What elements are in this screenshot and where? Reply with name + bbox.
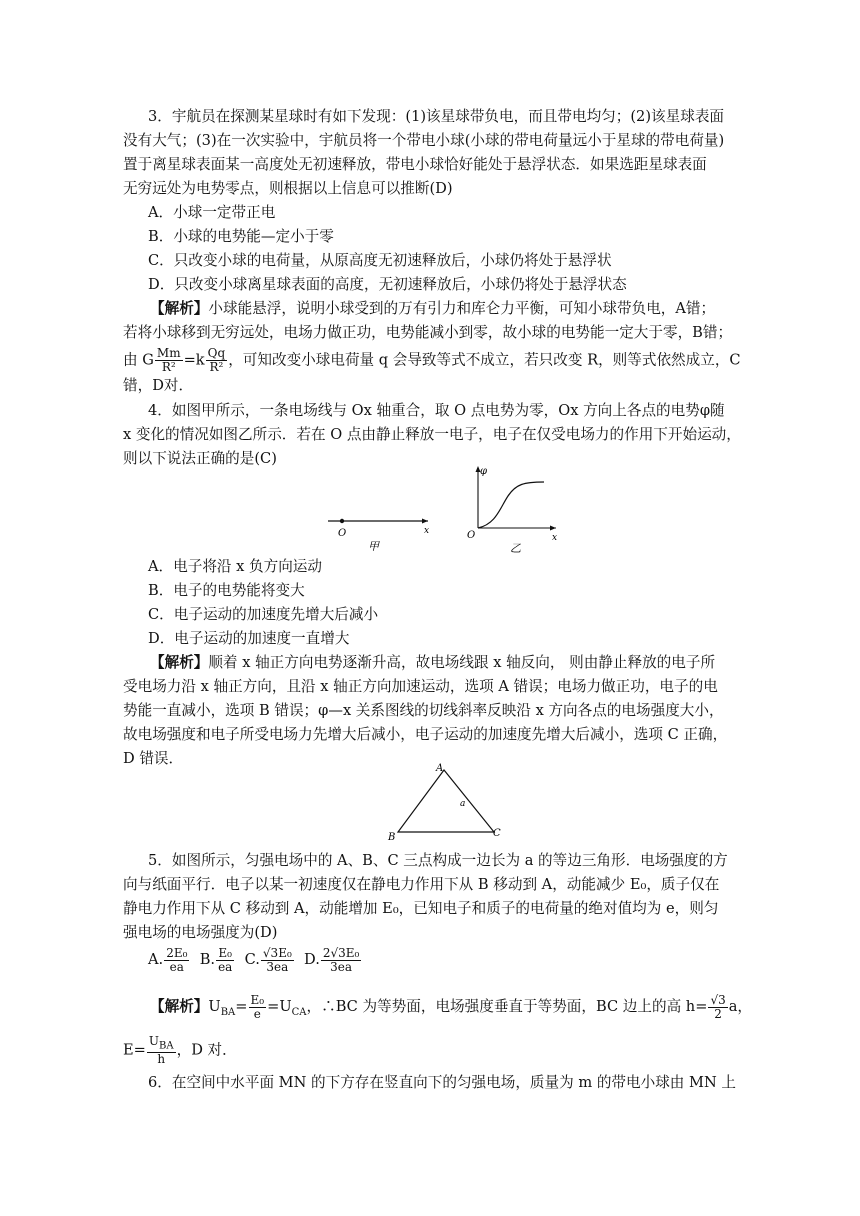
q5-line-3: 静电力作用下从 C 移动到 A，动能增加 E₀，已知电子和质子的电荷量的绝对值均为 e，则匀 bbox=[123, 900, 719, 917]
q3-line-3: 置于离星球表面某一高度处无初速释放，带电小球恰好能处于悬浮状态．如果选距星球表面 bbox=[123, 156, 707, 173]
fraction-e0-e bbox=[249, 994, 267, 1021]
analysis-text: 小球能悬浮，说明小球受到的万有引力和库仑力平衡，可知小球带负电，A错； bbox=[208, 300, 716, 317]
analysis-tag: 【解析】 bbox=[150, 300, 209, 317]
fraction-denominator: e bbox=[253, 1006, 261, 1021]
label-c-vertex: C bbox=[493, 828, 501, 839]
fraction-denominator: 2 bbox=[714, 1006, 722, 1021]
option-c-fraction bbox=[261, 947, 294, 974]
subscript-ba: BA bbox=[159, 1040, 174, 1052]
q3-analysis-line-4: 错，D对． bbox=[123, 377, 194, 394]
origin-point bbox=[340, 519, 344, 523]
option-a-fraction bbox=[164, 947, 189, 974]
figure-q4 bbox=[320, 462, 570, 554]
q4-option-a: A．电子将沿 x 负方向运动 bbox=[148, 558, 322, 575]
caption-jia: 甲 bbox=[368, 540, 379, 553]
equals-u: =U bbox=[267, 998, 292, 1015]
q5-analysis-line-2 bbox=[123, 1035, 237, 1066]
q3-option-a: A．小球一定带正电 bbox=[148, 204, 276, 221]
label-phi: φ bbox=[480, 466, 488, 477]
q4-option-b: B．电子的电势能将变大 bbox=[148, 582, 305, 599]
q5-line-1: 5．如图所示，匀强电场中的 A、B、C 三点构成一边长为 a 的等边三角形．电场强度的方 bbox=[148, 852, 728, 869]
fraction-numerator: √3E₀ bbox=[262, 945, 292, 960]
q4-line-3: 则以下说法正确的是(C) bbox=[123, 450, 277, 467]
q4-analysis-line-5: D 错误． bbox=[123, 750, 184, 767]
formula-suffix: ，可知改变小球电荷量 q 会导致等式不成立，若只改变 R，则等式依然成立，C bbox=[228, 351, 741, 369]
q4-analysis-line-3: 势能一直减小，选项 B 错误；φ—x 关系图线的切线斜率反映沿 x 方向各点的电场强度大小， bbox=[123, 702, 724, 719]
q3-analysis-line-2: 若将小球移到无穷远处，电场力做正功，电势能减小到零，故小球的电势能一定大于零，B错； bbox=[123, 324, 733, 341]
formula-mid: =k bbox=[183, 351, 205, 369]
equals-sign: = bbox=[235, 998, 248, 1015]
fraction-numerator bbox=[147, 1035, 176, 1053]
label-o-left: O bbox=[338, 528, 347, 539]
q4-option-c: C．电子运动的加速度先增大后减小 bbox=[148, 606, 379, 623]
fraction-numerator: Qq bbox=[207, 346, 226, 360]
fraction-denominator: ea bbox=[169, 959, 184, 974]
caption-yi: 乙 bbox=[510, 542, 521, 554]
analysis-text-end: a， bbox=[728, 998, 753, 1015]
q5-analysis-line-1 bbox=[150, 992, 752, 1028]
fraction-qq-r2 bbox=[206, 347, 228, 374]
label-x-right: x bbox=[552, 533, 558, 543]
fraction-denominator: 3ea bbox=[330, 959, 353, 974]
figure-q5-triangle bbox=[380, 760, 510, 842]
analysis-text: ，∴BC 为等势面，电场强度垂直于等势面，BC 边上的高 h= bbox=[306, 998, 708, 1015]
label-a-vertex: A bbox=[436, 763, 444, 774]
q3-option-b: B．小球的电势能—定小于零 bbox=[148, 228, 334, 245]
fraction-denominator: R² bbox=[161, 360, 176, 374]
analysis-tag: 【解析】 bbox=[150, 998, 209, 1015]
fraction-numerator: E₀ bbox=[216, 947, 234, 961]
option-b-fraction bbox=[216, 947, 234, 974]
symbol-u: U bbox=[208, 998, 221, 1015]
arrow-right-icon bbox=[422, 519, 428, 524]
option-c-label: C. bbox=[244, 951, 260, 968]
q3-option-c: C．只改变小球的电荷量，从原高度无初速释放后，小球仍将处于悬浮状 bbox=[148, 252, 612, 269]
label-o-right: O bbox=[467, 530, 476, 541]
q5-line-2: 向与纸面平行．电子以某一初速度仅在静电力作用下从 B 移动到 A，动能减少 E₀，质子仅在 bbox=[123, 876, 720, 893]
q5-options bbox=[148, 945, 362, 975]
fraction-numerator: √3 bbox=[710, 992, 726, 1007]
q6-line-1: 6．在空间中水平面 MN 的下方存在竖直向下的匀强电场，质量为 m 的带电小球由 MN 上 bbox=[148, 1074, 736, 1091]
q3-line-4: 无穷远处为电势零点，则根据以上信息可以推断(D) bbox=[123, 180, 453, 197]
figure-q4-svg bbox=[320, 462, 570, 554]
analysis-text: 顺着 x 轴正方向电势逐渐升高，故电场线跟 x 轴反向， 则由静止释放的电子所 bbox=[208, 654, 716, 671]
formula-prefix: E= bbox=[123, 1041, 146, 1059]
equilateral-triangle bbox=[398, 770, 494, 832]
q3-option-d: D．只改变小球离星球表面的高度，无初速释放后，小球仍将处于悬浮状态 bbox=[148, 276, 627, 293]
fraction-sqrt3-2 bbox=[708, 994, 727, 1021]
fraction-uba-h bbox=[147, 1035, 176, 1066]
q4-line-2: x 变化的情况如图乙所示．若在 O 点由静止释放一电子，电子在仅受电场力的作用下开始运动， bbox=[123, 426, 741, 443]
arrow-right-icon bbox=[550, 526, 556, 531]
option-b-label: B. bbox=[199, 951, 216, 968]
option-a-label: A. bbox=[148, 951, 164, 968]
fraction-numerator: Mm bbox=[156, 346, 181, 360]
label-b-vertex: B bbox=[388, 832, 396, 842]
fraction-denominator: 3ea bbox=[266, 959, 289, 974]
fraction-numerator: 2E₀ bbox=[166, 945, 188, 960]
fraction-numerator: E₀ bbox=[250, 992, 265, 1007]
q4-analysis-line-1 bbox=[150, 653, 715, 673]
phi-curve bbox=[478, 482, 544, 528]
subscript-ba: BA bbox=[220, 1006, 236, 1018]
q3-line-1: 3．宇航员在探测某星球时有如下发现：(1)该星球带负电，而且带电均匀；(2)该星球表面 bbox=[148, 108, 725, 125]
fraction-denominator: ea bbox=[218, 959, 233, 974]
q3-line-2: 没有大气；(3)在一次实验中，宇航员将一个带电小球(小球的带电荷量远小于星球的带电荷量) bbox=[123, 132, 725, 149]
option-d-label: D. bbox=[304, 951, 320, 968]
formula-prefix: 由 G bbox=[123, 351, 154, 369]
q4-analysis-line-4: 故电场强度和电子所受电场力先增大后减小，电子运动的加速度先增大后减小，选项 C 正确， bbox=[123, 726, 728, 743]
triangle-svg bbox=[380, 760, 510, 842]
q4-line-1: 4．如图甲所示，一条电场线与 Ox 轴重合，取 O 点电势为零，Ox 方向上各点的电势φ随 bbox=[148, 402, 725, 419]
fraction-mm-r2 bbox=[155, 347, 183, 374]
subscript-ca: CA bbox=[291, 1006, 307, 1018]
q4-option-d: D．电子运动的加速度一直增大 bbox=[148, 630, 350, 647]
symbol-u: U bbox=[148, 1034, 160, 1048]
q4-analysis-line-2: 受电场力沿 x 轴正方向，且沿 x 轴正方向加速运动，选项 A 错误；电场力做正功，电子的电 bbox=[123, 678, 718, 695]
fraction-numerator: 2√3E₀ bbox=[322, 945, 360, 960]
analysis-tag: 【解析】 bbox=[150, 654, 209, 671]
label-side-a: a bbox=[460, 799, 466, 809]
q3-analysis-line-3 bbox=[123, 347, 741, 374]
q5-line-4: 强电场的电场强度为(D) bbox=[123, 924, 278, 941]
fraction-denominator: R² bbox=[209, 360, 224, 374]
fraction-denominator: h bbox=[157, 1052, 166, 1067]
q3-analysis-line-1 bbox=[150, 299, 715, 319]
label-x-left: x bbox=[424, 526, 430, 536]
option-d-fraction bbox=[321, 947, 362, 974]
formula-suffix: ，D 对． bbox=[176, 1041, 237, 1059]
